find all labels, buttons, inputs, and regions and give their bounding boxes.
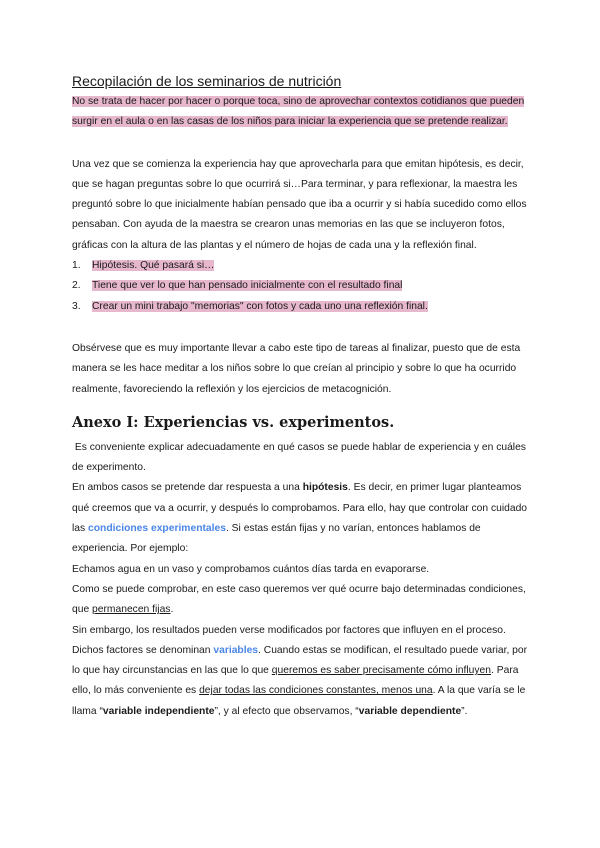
intro-highlight: No se trata de hacer por hacer o porque toca, sino de aprovechar contextos cotidianos que pueden surgir en el aula o en las casas de los niños para iniciar la experiencia que se pretende realizar. xyxy=(72,96,525,128)
underlined-influyen: queremos es saber precisamente cómo influyen xyxy=(271,665,491,677)
paragraph-1: Una vez que se comienza la experiencia hay que aprovecharla para que emitan hipótesis, es decir, que se hagan preguntas sobre lo que ocurrirá si…Para terminar, y para reflexionar, la maestra les preguntó sobre lo que inicialmente habían pensado que iba a ocurrir y si había sucedido como ellos pensaban. Con ayuda de la maestra se crearon unas memorias en las que se incluyeron fotos, gráficas con la altura de las plantas y el número de hojas de cada una y la reflexión final. xyxy=(72,158,527,251)
list-item: 2. Tiene que ver lo que han pensado inicialmente con el resultado final xyxy=(72,280,403,292)
keyword-independiente: variable independiente xyxy=(102,705,215,717)
list-item: 3. Crear un mini trabajo "memorias" con fotos y cada uno una reflexión final. xyxy=(72,300,428,312)
annex-paragraph-5: Sin embargo, los resultados pueden verse modificados por factores que influyen en el proceso. Dichos factores se denominan variables. Cuando estas se modifican, el resultado puede variar, por lo que hay circunstancias en las que lo que queremos es saber precisamente cómo influyen. Para ello, lo más conveniente es dejar todas las condiciones constantes, menos una. A la que varía se le llama “variable independiente”, y al efecto que observamos, “variable dependiente”. xyxy=(72,624,528,717)
annex-paragraph-3: Echamos agua en un vaso y comprobamos cuántos días tarda en evaporarse. xyxy=(72,563,430,575)
annex-paragraph-1: Es conveniente explicar adecuadamente en qué casos se puede hablar de experiencia y en cuáles de experimento. xyxy=(72,441,529,474)
keyword-variables: variables xyxy=(213,644,259,656)
paragraph-2: Obsérvese que es muy importante llevar a cabo este tipo de tareas al finalizar, puesto que de esta manera se les hace meditar a los niños sobre lo que creían al principio y sobre lo que ha ocurrido realmente, favoreciendo la reflexión y los ejercicios de metacognición. xyxy=(72,342,521,395)
intro-paragraph xyxy=(72,92,532,133)
keyword-dependiente: variable dependiente xyxy=(358,705,462,717)
annex-heading: Anexo I: Experiencias vs. experimentos. xyxy=(72,413,395,431)
keyword-hipotesis: hipótesis xyxy=(302,482,348,494)
annex-paragraph-2: En ambos casos se pretende dar respuesta a una hipótesis. Es decir, en primer lugar planteamos qué creemos que va a ocurrir, y después lo comprobamos. Para ello, hay que controlar con cuidado las condiciones experimentales. Si estas están fijas y no varían, entonces hablamos de experiencia. Por ejemplo: xyxy=(72,482,528,555)
annex-paragraph-4: Como se puede comprobar, en este caso queremos ver qué ocurre bajo determinadas condiciones, que permanecen fijas. xyxy=(72,583,526,616)
underlined-constantes: dejar todas las condiciones constantes, menos una xyxy=(199,685,433,697)
underlined-fijas: permanecen fijas xyxy=(92,604,171,616)
document-page xyxy=(72,70,532,722)
numbered-list xyxy=(72,256,532,317)
keyword-condiciones: condiciones experimentales xyxy=(88,523,226,535)
document-title: Recopilación de los seminarios de nutrición xyxy=(72,73,342,89)
list-item: 1. Hipótesis. Qué pasará si… xyxy=(72,260,215,272)
